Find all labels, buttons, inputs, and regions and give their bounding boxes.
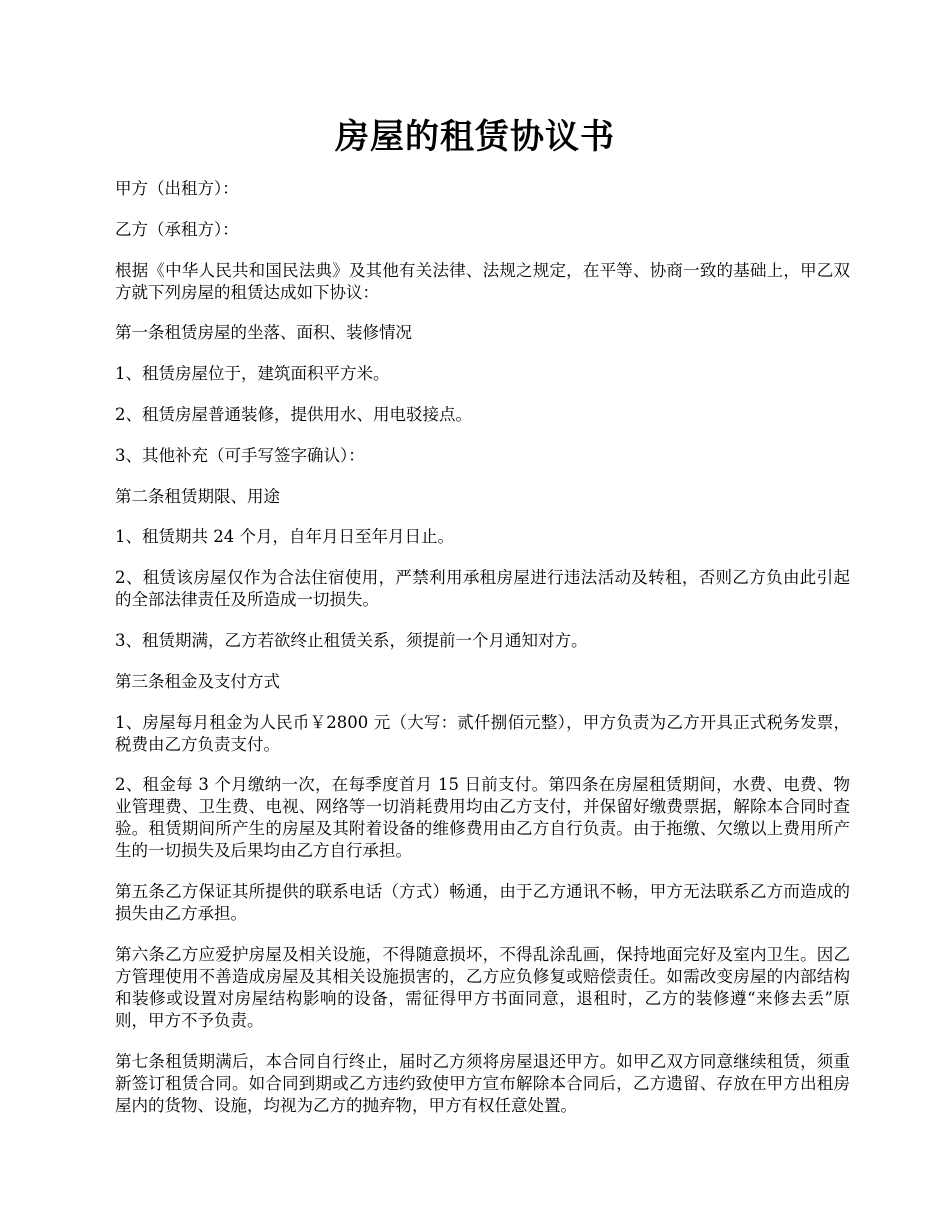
document-title: 房屋的租赁协议书 xyxy=(335,117,615,157)
article-3-heading: 第三条租金及支付方式 xyxy=(115,671,280,691)
article-7-paragraph: 第七条租赁期满后，本合同自行终止，届时乙方须将房屋退还甲方。如甲乙双方同意继续租赁，须重新签订租赁合同。如合同到期或乙方违约致使甲方宣布解除本合同后，乙方遗留、存放在甲方出租房屋内的货物、设施，均视为乙方的抛弃物，甲方有权任意处置。 xyxy=(115,1051,850,1115)
article-5-paragraph: 第五条乙方保证其所提供的联系电话（方式）畅通，由于乙方通讯不畅，甲方无法联系乙方而造成的损失由乙方承担。 xyxy=(115,882,850,924)
article-2-heading: 第二条租赁期限、用途 xyxy=(115,486,280,506)
document-body xyxy=(115,178,850,1136)
article-3-item-1: 1、房屋每月租金为人民币￥2800 元（大写：贰仟捌佰元整），甲方负责为乙方开具正式税务发票，税费由乙方负责支付。 xyxy=(115,712,850,754)
preamble-paragraph: 根据《中华人民共和国民法典》及其他有关法律、法规之规定，在平等、协商一致的基础上，甲乙双方就下列房屋的租赁达成如下协议： xyxy=(115,260,850,302)
party-b-line: 乙方（承租方）： xyxy=(115,219,239,239)
article-2-item-2: 2、租赁该房屋仅作为合法住宿使用，严禁利用承租房屋进行违法活动及转租，否则乙方负由此引起的全部法律责任及所造成一切损失。 xyxy=(115,568,850,610)
article-1-item-1: 1、租赁房屋位于，建筑面积平方米。 xyxy=(115,364,390,384)
article-3-item-2: 2、租金每 3 个月缴纳一次，在每季度首月 15 日前支付。第四条在房屋租赁期间，水费、电费、物业管理费、卫生费、电视、网络等一切消耗费用均由乙方支付，并保留好缴费票据，解除本合同时查验。租赁期间所产生的房屋及其附着设备的维修费用由乙方自行负责。由于拖缴、欠缴以上费用所产生的一切损失及后果均由乙方自行承担。 xyxy=(115,775,850,861)
article-1-item-3: 3、其他补充（可手写签字确认）： xyxy=(115,445,365,465)
article-1-heading: 第一条租赁房屋的坐落、面积、装修情况 xyxy=(115,323,412,343)
article-1-item-2: 2、租赁房屋普通装修，提供用水、用电驳接点。 xyxy=(115,404,472,424)
article-2-item-3: 3、租赁期满，乙方若欲终止租赁关系，须提前一个月通知对方。 xyxy=(115,630,588,650)
article-2-item-1: 1、租赁期共 24 个月，自年月日至年月日止。 xyxy=(115,527,454,547)
party-a-line: 甲方（出租方）： xyxy=(115,179,239,198)
article-6-paragraph: 第六条乙方应爱护房屋及相关设施，不得随意损坏，不得乱涂乱画，保持地面完好及室内卫生。因乙方管理使用不善造成房屋及其相关设施损害的，乙方应负修复或赔偿责任。如需改变房屋的内部结构和装修或设置对房屋结构影响的设备，需征得甲方书面同意，退租时，乙方的装修遵“来修去丢”原则，甲方不予负责。 xyxy=(115,944,850,1030)
